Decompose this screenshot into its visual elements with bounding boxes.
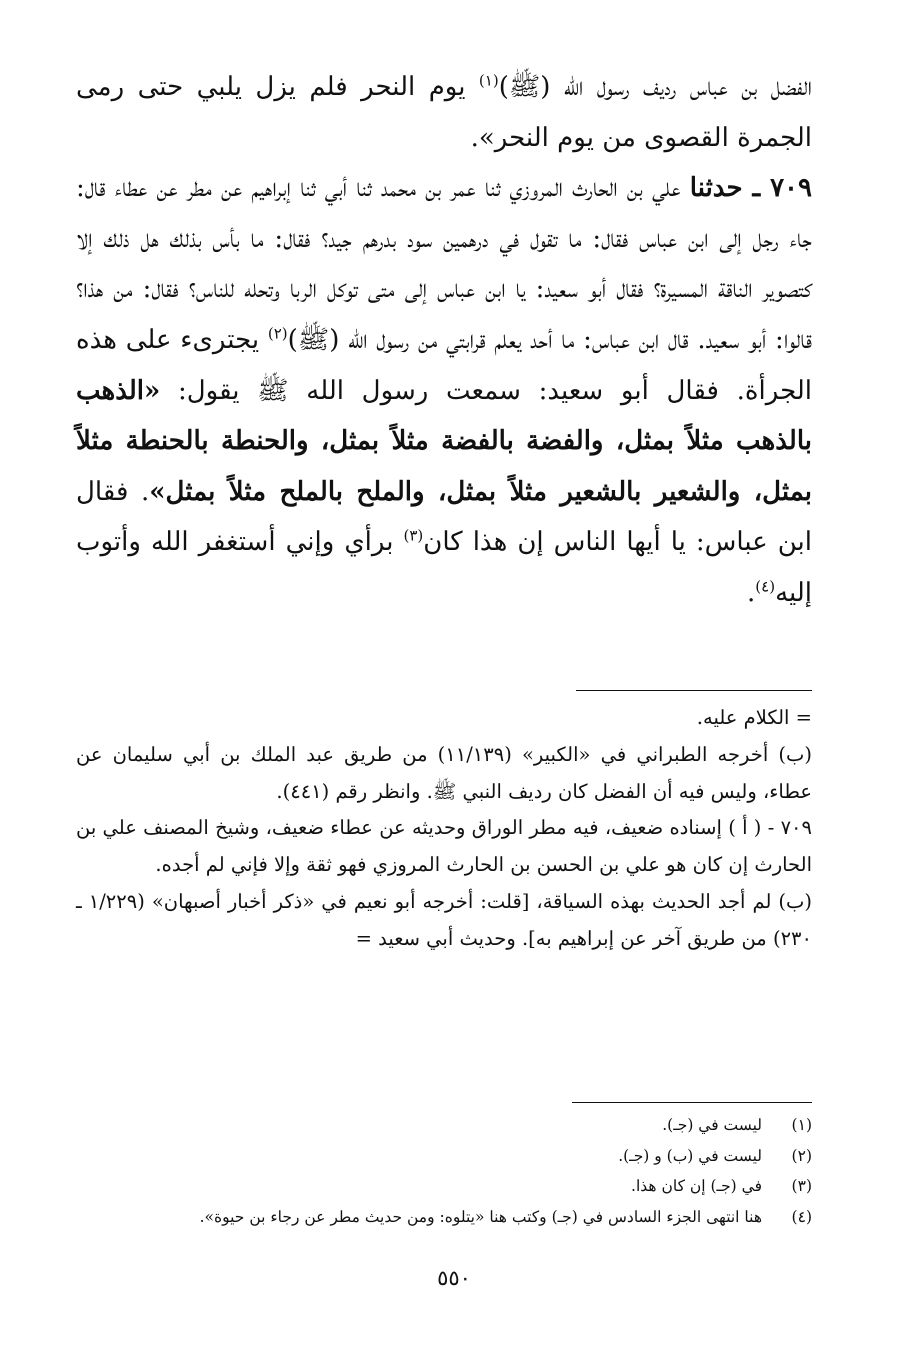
footnote-ref-1: (١) [478,71,499,90]
page-number: ٥٥٠ [437,1266,471,1290]
footnote-text: في (جـ) إن كان هذا. [631,1177,762,1195]
footnote-text: ليست في (ب) و (جـ). [618,1146,762,1165]
text-segment: . فقال ابن عباس: يا أيها الناس إن هذا كان [76,476,812,558]
footnotes-separator [572,1102,812,1103]
footnote-ref-2: (٢) [267,324,288,343]
footnote-3 [76,1171,812,1202]
main-text [76,62,812,619]
footnote-number: (١) [791,1116,812,1134]
footnote-4 [76,1202,812,1233]
footnote-number: (٣) [791,1177,812,1195]
note-b-709: (ب) لم أجد الحديث بهذه السياقة، [قلت: أخرجه أبو نعيم في «ذكر أخبار أصبهان» (١/٢٢٩ ـ ٢٣٠) من طريق آخر عن إبراهيم به]. وحديث أبي سعيد = [76,889,812,950]
commentary-notes [76,700,812,958]
text-segment: الفضل بن عباس رديف رسول الله (ﷺ) [498,72,813,102]
text-segment: يجترىء على هذه الجرأة. فقال أبو سعيد: سمعت رسول الله ﷺ يقول: [76,324,812,406]
footnote-ref-4: (٤) [755,577,776,596]
notes-separator [576,690,812,691]
footnote-1 [76,1110,812,1141]
footnote-ref-3: (٣) [403,526,424,545]
hadith-quote: «الذهب بالذهب مثلاً بمثل، والفضة بالفضة مثلاً بمثل، والحنطة بالحنطة مثلاً بمثل، والشعير بالشعير مثلاً بمثل، والملح بالملح مثلاً بمثل» [76,375,812,507]
text-segment: يوم النحر فلم يزل يلبي حتى رمى الجمرة القصوى من يوم النحر». [76,72,812,153]
note-a-709: ٧٠٩ - ( أ ) إسناده ضعيف، فيه مطر الوراق وحديثه عن عطاء ضعيف، وشيخ المصنف علي بن الحارث إن كان هو علي بن الحسن بن الحارث المروزي فهو ثقة وإلا فإني لم أجده. [76,816,812,877]
paragraph-continuation [76,62,812,163]
note-b-previous: (ب) أخرجه الطبراني في «الكبير» (١١/١٣٩) من طريق عبد الملك بن أبي سليمان عن عطاء، وليس فيه أن الفضل كان رديف النبي ﷺ. وانظر رقم (٤٤١). [76,742,812,803]
hadith-709 [76,163,812,618]
footnote-number: (٤) [791,1207,812,1226]
footnote-text: هنا انتهى الجزء السادس في (جـ) وكتب هنا «يتلوه: ومن حديث مطر عن رجاء بن حيوة». [199,1207,762,1226]
footnote-number: (٢) [791,1146,812,1165]
footnotes [76,1110,812,1232]
footnote-text: ليست في (جـ). [662,1116,762,1134]
text-segment: علي بن الحارث المروزي ثنا عمر بن محمد ثنا أبي ثنا إبراهيم عن مطر عن عطاء قال: جاء رجل إلى ابن عباس فقال: ما تقول في درهمين سود بدرهم جيد؟ فقال: ما بأس بذلك هل ذلك إلا كتصوير الناقة المسيرة؟ فقال أبو سعيد: يا ابن عباس إلى متى توكل الربا وتحله للناس؟ فقال: من هذا؟ قالوا: أبو سعيد. قال ابن عباس: ما أحد يعلم قرابتي من رسول الله (ﷺ) [76,173,812,355]
text-segment: . [747,577,756,608]
hadith-number: ٧٠٩ ـ حدثنا [689,173,812,204]
footnote-2 [76,1141,812,1172]
text-segment: برأي وإني أستغفر الله وأتوب إليه [76,527,812,608]
note-continuation: = الكلام عليه. [696,706,812,729]
